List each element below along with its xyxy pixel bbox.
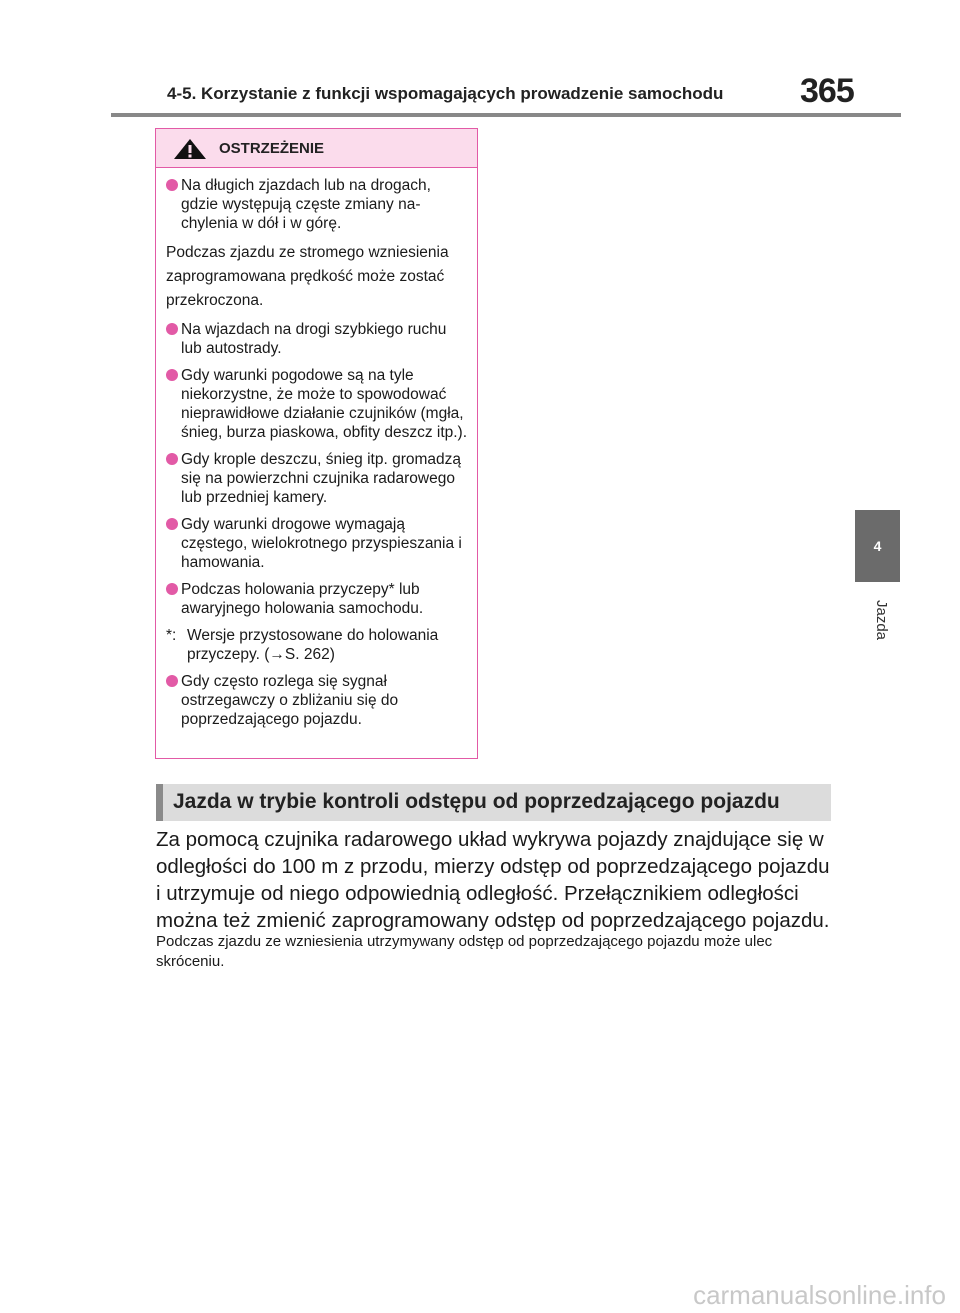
footnote: [166, 626, 469, 664]
watermark: carmanualsonline.info: [693, 1280, 946, 1310]
warning-text: Podczas zjazdu ze stromego wzniesienia zaprogramowana prędkość może zostać przekroczona.: [166, 244, 449, 309]
warning-bullet: Gdy często rozlega się sygnał ostrzegawczy o zbliżaniu się do poprzedzającego pojazdu.: [166, 672, 469, 729]
warning-bullet: Na długich zjazdach lub na drogach, gdzie występują częste zmiany nachylenia w dół i w górę.: [166, 176, 469, 233]
section-title: Jazda w trybie kontroli odstępu od poprzedzającego pojazdu: [173, 790, 780, 813]
warning-title: OSTRZEŻENIE: [219, 140, 325, 157]
warning-triangle-icon: [173, 138, 207, 160]
warning-bullet: Na wjazdach na drogi szybkiego ruchu lub autostrady.: [166, 320, 469, 358]
warning-box: [155, 128, 478, 759]
chapter-tab-number: 4: [873, 538, 882, 554]
warning-bullet: Gdy warunki drogowe wymagają częstego, wielokrotnego przyspieszania i hamowania.: [166, 515, 469, 572]
warning-bullet: Podczas holowania przyczepy* lub awaryjnego holowania samochodu.: [166, 580, 469, 618]
warning-bullet: Gdy krople deszczu, śnieg itp. gromadzą się na powierzchni czujnika radarowego lub przedniej kamery.: [166, 450, 469, 507]
chapter-tab-label: Jazda: [873, 600, 890, 641]
header-divider: [111, 113, 901, 117]
page-number: 365: [800, 72, 854, 110]
chapter-header: 4-5. Korzystanie z funkcji wspomagających prowadzenie samochodu: [167, 84, 724, 103]
footnote-mark: *:: [166, 627, 177, 644]
warning-header: [156, 129, 477, 168]
section-note: Podczas zjazdu ze wzniesienia utrzymywany odstęp od poprzedzającego pojazdu może ulec skróceniu.: [156, 933, 773, 970]
footnote-text: Wersje przystosowane do holowania przyczepy. (→S. 262): [187, 627, 439, 663]
section-heading-bar: [156, 784, 831, 821]
warning-bullet: Gdy warunki pogodowe są na tyle niekorzystne, że może to spowodować nieprawidłowe działanie czujników (mgła, śnieg, burza piaskowa, obfity deszcz itp.).: [166, 366, 469, 442]
section-paragraph: Za pomocą czujnika radarowego układ wykrywa pojazdy znajdujące się w odległości do 100 m z przodu, mierzy odstęp od poprzedzającego pojazdu i utrzymuje od niego odpowiednią odległość. Przełącznikiem odległości można też zmienić zaprogramowany odstęp od poprzedzającego pojazdu.: [156, 828, 830, 932]
chapter-tab: [855, 510, 900, 582]
warning-body: [156, 168, 477, 729]
